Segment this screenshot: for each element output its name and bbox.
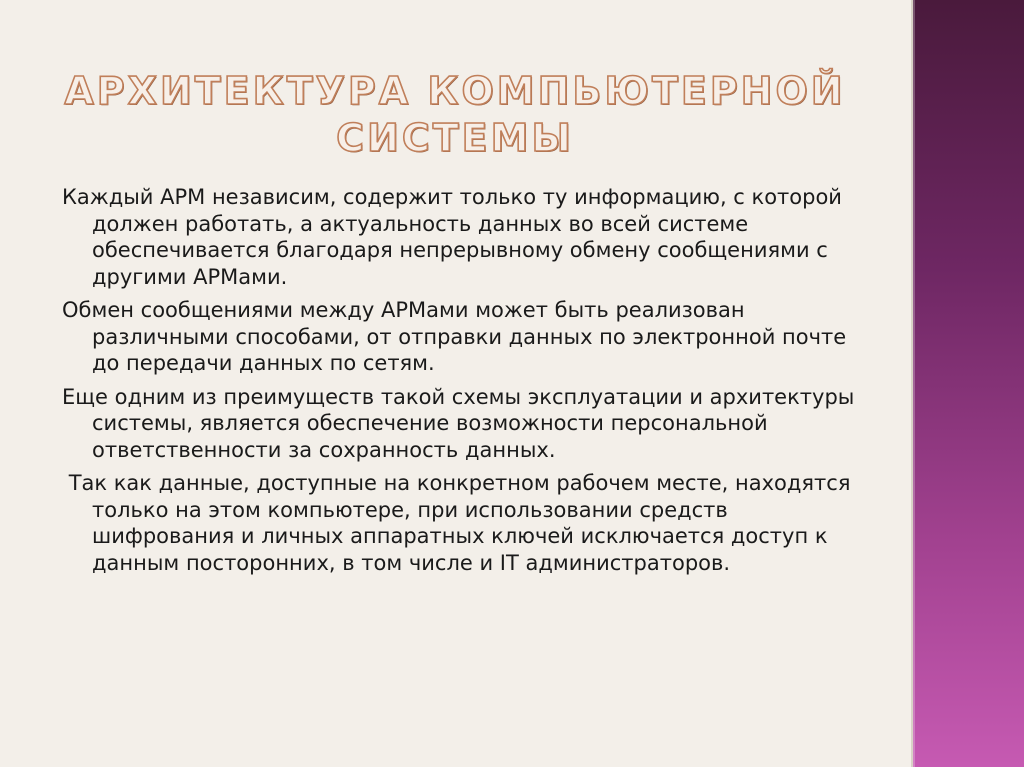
- slide-body: [62, 184, 862, 583]
- slide-title: [60, 68, 850, 162]
- paragraph-2: Обмен сообщениями между АРМами может быть реализован различными способами, от отправки данных по электронной почте до передачи данных по сетям.: [62, 298, 847, 375]
- paragraph-1: Каждый АРМ независим, содержит только ту информацию, с которой должен работать, а актуальность данных во всей системе обеспечивается благодаря непрерывному обмену сообщениями с другими АРМами.: [62, 185, 842, 289]
- paragraph-4: Так как данные, доступные на конкретном рабочем месте, находятся только на этом компьютере, при использовании средств шифрования и личных аппаратных ключей исключается доступ к данным посторонних, в том числе и IT администраторов.: [62, 471, 858, 575]
- paragraph-3: Еще одним из преимуществ такой схемы эксплуатации и архитектуры системы, является обеспечение возможности персональной ответственности за сохранность данных.: [62, 384, 855, 462]
- title-line-1: АРХИТЕКТУРА КОМПЬЮТЕРНОЙ: [64, 69, 846, 113]
- title-line-2: СИСТЕМЫ: [336, 116, 574, 160]
- decorative-side-band: [913, 0, 1024, 767]
